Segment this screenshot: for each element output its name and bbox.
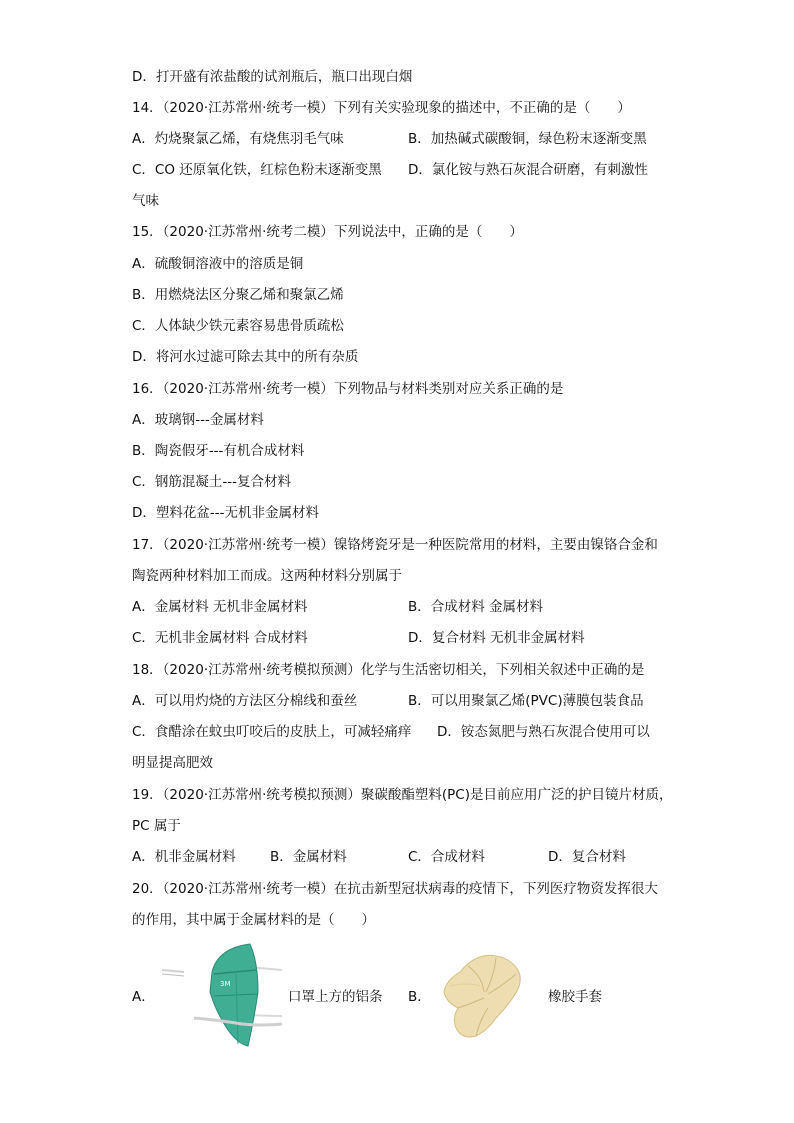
q17-option-d: D．复合材料 无机非金属材料 — [408, 630, 585, 646]
q20-option-b-caption: 橡胶手套 — [548, 989, 602, 1005]
q20-stem-cont: 的作用，其中属于金属材料的是（ ） — [132, 912, 375, 928]
mask-brand-mark: 3M — [220, 980, 231, 988]
q14-option-d-cont: 气味 — [132, 193, 159, 209]
q18-stem: 18．（2020·江苏常州·统考模拟预测）化学与生活密切相关，下列相关叙述中正确的是 — [132, 662, 645, 678]
q19-stem: 19．（2020·江苏常州·统考模拟预测）聚碳酸酯塑料(PC)是目前应用广泛的护目镜片材质， — [132, 787, 673, 803]
q16-stem: 16．（2020·江苏常州·统考一模）下列物品与材料类别对应关系正确的是 — [132, 381, 564, 397]
q14-option-b: B．加热碱式碳酸铜，绿色粉末逐渐变黑 — [408, 131, 647, 147]
q15-option-a: A．硫酸铜溶液中的溶质是铜 — [132, 256, 304, 272]
q17-stem: 17．（2020·江苏常州·统考一模）镍铬烤瓷牙是一种医院常用的材料，主要由镍铬合金和 — [132, 537, 658, 553]
q13-option-d: D．打开盛有浓盐酸的试剂瓶后，瓶口出现白烟 — [132, 69, 413, 85]
q20-stem: 20．（2020·江苏常州·统考一模）在抗击新型冠状病毒的疫情下，下列医疗物资发挥很大 — [132, 881, 658, 897]
q19-option-a: A．机非金属材料 — [132, 849, 236, 865]
q14-option-c: C．CO 还原氧化铁，红棕色粉末逐渐变黑 — [132, 162, 382, 178]
q16-option-c: C．钢筋混凝土---复合材料 — [132, 474, 292, 490]
q17-option-a: A．金属材料 无机非金属材料 — [132, 599, 308, 615]
q19-option-b: B．金属材料 — [270, 849, 347, 865]
q20-option-b-letter: B． — [408, 989, 431, 1005]
q14-option-a: A．灼烧聚氯乙烯，有烧焦羽毛气味 — [132, 131, 344, 147]
q18-option-a: A．可以用灼烧的方法区分棉线和蚕丝 — [132, 693, 358, 709]
q20-option-a-letter: A． — [132, 989, 155, 1005]
q17-stem-cont: 陶瓷两种材料加工而成。这两种材料分别属于 — [132, 568, 402, 584]
q15-option-c: C．人体缺少铁元素容易患骨质疏松 — [132, 318, 344, 334]
q15-option-b: B．用燃烧法区分聚乙烯和聚氯乙烯 — [132, 287, 344, 303]
q19-option-c: C．合成材料 — [408, 849, 485, 865]
q18-option-d: D．铵态氮肥与熟石灰混合使用可以 — [437, 724, 650, 740]
q15-stem: 15．（2020·江苏常州·统考二模）下列说法中，正确的是（ ） — [132, 224, 523, 240]
rubber-glove-image — [436, 946, 528, 1046]
q15-option-d: D．将河水过滤可除去其中的所有杂质 — [132, 349, 359, 365]
q19-stem-cont: PC 属于 — [132, 818, 181, 834]
q14-option-d: D．氯化铵与熟石灰混合研磨，有刺激性 — [408, 162, 648, 178]
q16-option-a: A．玻璃钢---金属材料 — [132, 412, 264, 428]
q16-option-d: D．塑料花盆---无机非金属材料 — [132, 505, 320, 521]
q20-option-a-caption: 口罩上方的铝条 — [288, 989, 383, 1005]
q17-option-b: B．合成材料 金属材料 — [408, 599, 544, 615]
q18-option-d-cont: 明显提高肥效 — [132, 755, 213, 771]
mask-image — [158, 940, 288, 1050]
q18-option-b: B．可以用聚氯乙烯(PVC)薄膜包装食品 — [408, 693, 644, 709]
q18-option-c: C．食醋涂在蚊虫叮咬后的皮肤上，可减轻痛痒 — [132, 724, 412, 740]
q19-option-d: D．复合材料 — [548, 849, 626, 865]
q16-option-b: B．陶瓷假牙---有机合成材料 — [132, 443, 305, 459]
q17-option-c: C．无机非金属材料 合成材料 — [132, 630, 308, 646]
q14-stem: 14．（2020·江苏常州·统考一模）下列有关实验现象的描述中，不正确的是（ ） — [132, 100, 631, 116]
